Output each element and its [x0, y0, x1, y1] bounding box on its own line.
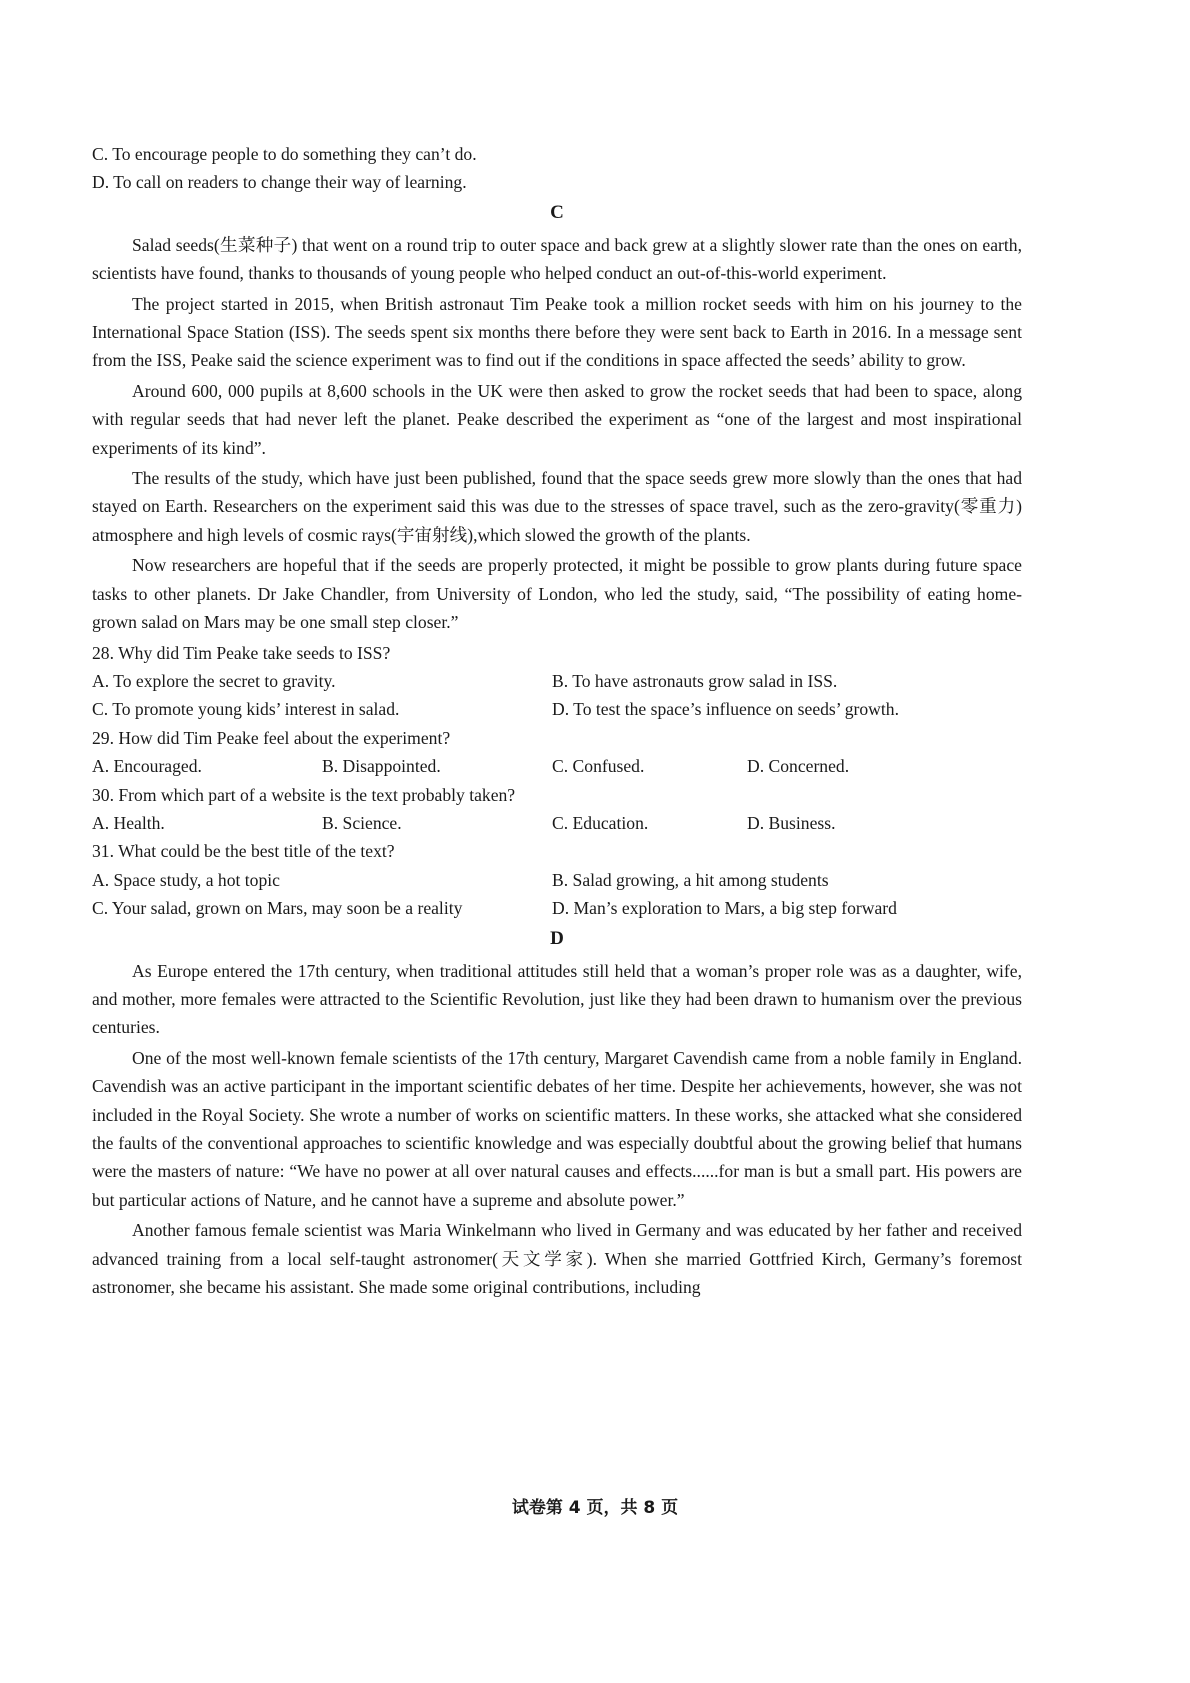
question-30: 30. From which part of a website is the text probably taken? — [92, 784, 516, 805]
option-c: C. To promote young kids’ interest in salad. — [92, 699, 400, 720]
option-c: C. Confused. — [552, 756, 645, 777]
question-31: 31. What could be the best title of the text? — [92, 841, 395, 862]
passage-d-paragraph: As Europe entered the 17th century, when traditional attitudes still held that a woman’s proper role was as a daughter, wife, and mother, more females were attracted to the Scientific Revolution, just like they had been drawn to humanism over the previous centuries. — [92, 960, 1022, 1038]
option-a: A. Health. — [92, 812, 165, 833]
section-d-heading: D — [550, 927, 564, 949]
question-28-options — [92, 667, 1022, 724]
question-30-options — [92, 809, 1022, 837]
page-content — [92, 140, 1022, 1303]
option-b: B. To have astronauts grow salad in ISS. — [552, 670, 838, 691]
prev-option-d: D. To call on readers to change their way of learning. — [92, 172, 467, 193]
option-d: D. Concerned. — [747, 756, 850, 777]
page-footer: 试卷第 4 页，共 8 页 — [511, 1498, 679, 1518]
section-c-heading: C — [550, 201, 564, 223]
option-a: A. Space study, a hot topic — [92, 869, 280, 890]
option-b: B. Salad growing, a hit among students — [552, 869, 829, 890]
question-28: 28. Why did Tim Peake take seeds to ISS? — [92, 642, 391, 663]
option-c: C. Your salad, grown on Mars, may soon be a reality — [92, 898, 463, 919]
passage-c-paragraph: Now researchers are hopeful that if the seeds are properly protected, it might be possible to grow plants during future space tasks to other planets. Dr Jake Chandler, from University of London, who led the study, said, “The possibility of eating home-grown salad on Mars may be one small step closer.” — [92, 555, 1022, 633]
option-a: A. Encouraged. — [92, 756, 202, 777]
question-29-options — [92, 752, 1022, 780]
option-b: B. Disappointed. — [322, 756, 441, 777]
passage-d-paragraph: One of the most well-known female scientists of the 17th century, Margaret Cavendish came from a noble family in England. Cavendish was an active participant in the important scientific debates of her time. Despite her achievements, however, she was not included in the Royal Society. She wrote a number of works on scientific matters. In these works, she attacked what she considered the faults of the conventional approaches to scientific knowledge and was especially doubtful about the growing belief that humans were the masters of nature: “We have no power at all over natural causes and effects......for man is but a small part. His powers are but particular actions of Nature, and he cannot have a supreme and absolute power.” — [92, 1047, 1022, 1210]
option-d: D. Man’s exploration to Mars, a big step forward — [552, 898, 897, 919]
passage-c-paragraph: Around 600, 000 pupils at 8,600 schools in the UK were then asked to grow the rocket seeds that had been to space, along with regular seeds that had never left the planet. Peake described the experiment as “one of the largest and most inspirational experiments of its kind”. — [92, 380, 1022, 458]
option-d: D. To test the space’s influence on seeds’ growth. — [552, 699, 899, 720]
passage-c-paragraph: Salad seeds(生菜种子) that went on a round trip to outer space and back grew at a slightly slower rate than the ones on earth, scientists have found, thanks to thousands of young people who helped conduct an out-of-this-world experiment. — [92, 234, 1022, 284]
passage-c-paragraph: The project started in 2015, when British astronaut Tim Peake took a million rocket seeds with him on his journey to the International Space Station (ISS). The seeds spent six months there before they were sent back to Earth in 2016. In a message sent from the ISS, Peake said the science experiment was to find out if the conditions in space affected the seeds’ ability to grow. — [92, 293, 1022, 371]
option-c: C. Education. — [552, 812, 649, 833]
passage-c-paragraph: The results of the study, which have just been published, found that the space seeds grew more slowly than the ones that had stayed on Earth. Researchers on the experiment said this was due to the stresses of space travel, such as the zero-gravity(零重力) atmosphere and high levels of cosmic rays(宇宙射线),which slowed the growth of the plants. — [92, 468, 1022, 545]
prev-option-c: C. To encourage people to do something they can’t do. — [92, 144, 477, 164]
passage-d-paragraph: Another famous female scientist was Maria Winkelmann who lived in Germany and was educated by her father and received advanced training from a local self-taught astronomer(天文学家). When she married Gottfried Kirch, Germany’s foremost astronomer, she became his assistant. She made some original contributions, including — [92, 1220, 1022, 1298]
option-d: D. Business. — [747, 812, 836, 833]
question-31-options — [92, 866, 1022, 923]
option-b: B. Science. — [322, 812, 402, 833]
option-a: A. To explore the secret to gravity. — [92, 670, 336, 691]
question-29: 29. How did Tim Peake feel about the experiment? — [92, 727, 451, 748]
